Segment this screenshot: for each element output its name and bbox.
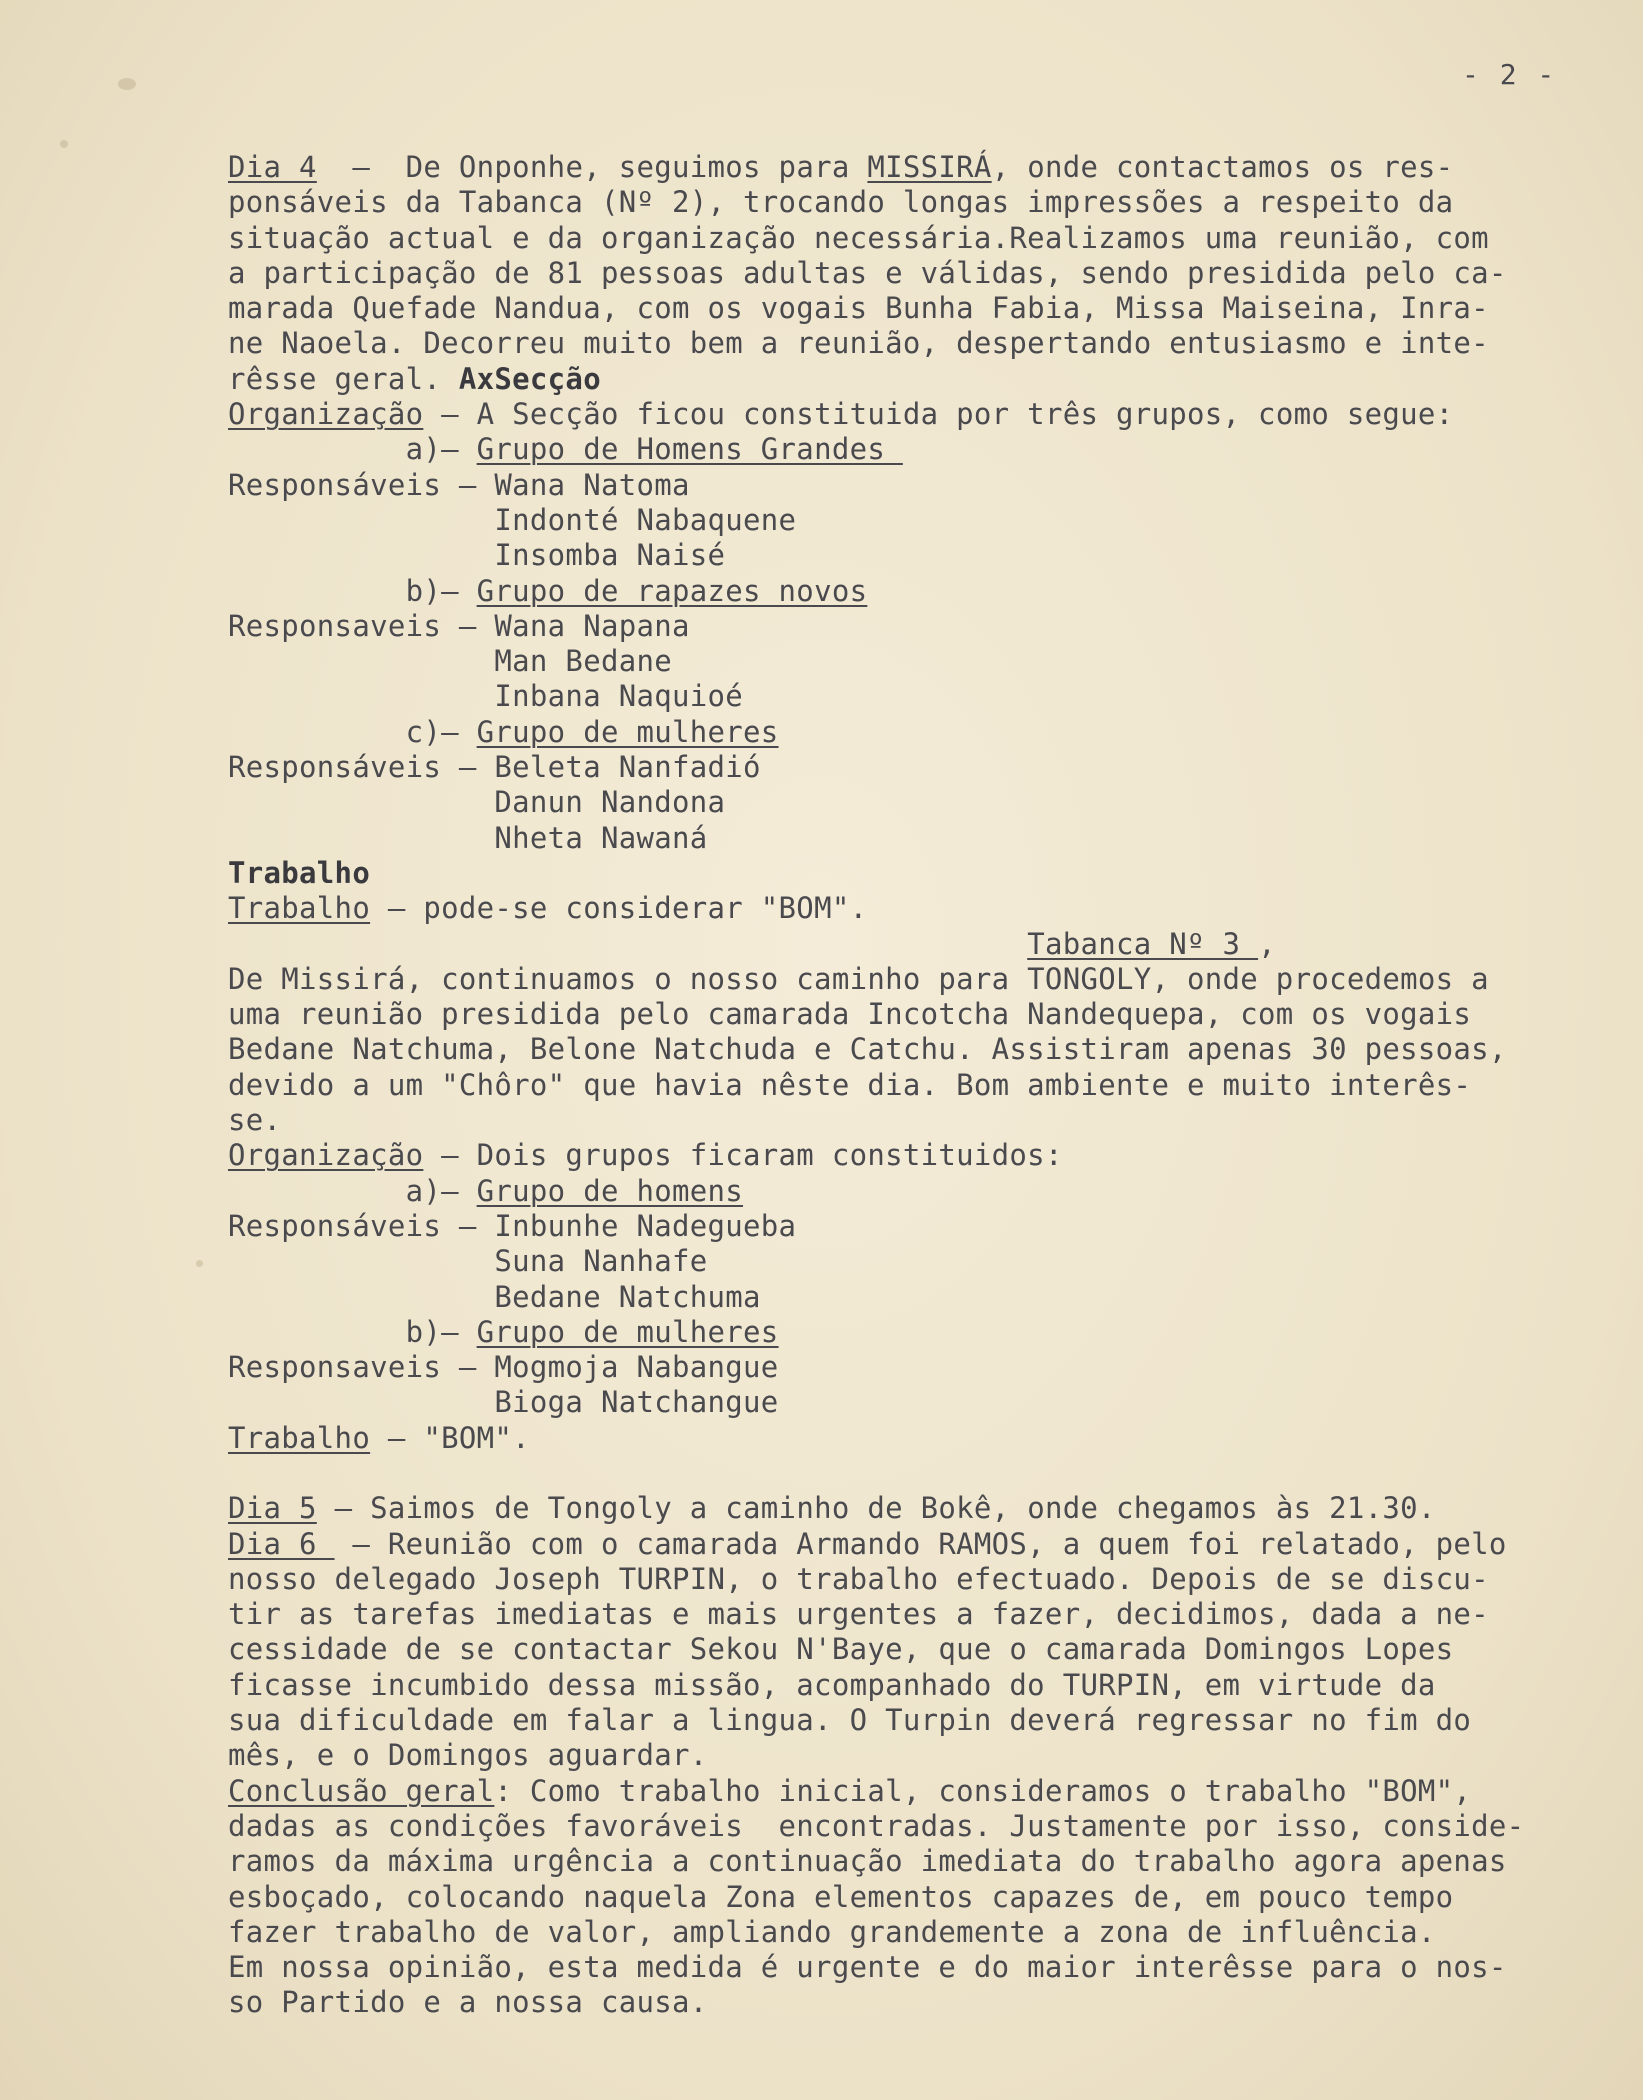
text-segment: situação actual e da organização necessária.Realizamos uma reunião, com	[228, 220, 1489, 255]
text-segment: a)–	[228, 432, 477, 467]
text-segment: devido a um "Chôro" que havia nêste dia. Bom ambiente e muito interês-	[228, 1067, 1472, 1102]
text-line	[228, 962, 1638, 997]
text-line	[228, 1138, 1638, 1173]
text-line	[228, 256, 1638, 291]
text-line	[228, 609, 1638, 644]
text-line	[228, 997, 1638, 1032]
struck-over-text: Trabalho	[228, 855, 371, 890]
text-segment: Insomba Naisé	[228, 538, 726, 573]
text-segment: ,	[1258, 926, 1276, 961]
text-line	[228, 291, 1638, 326]
text-line	[228, 1456, 1638, 1491]
text-segment: cessidade de se contactar Sekou N'Baye, que o camarada Domingos Lopes	[228, 1632, 1454, 1667]
underlined-text: Trabalho	[228, 1420, 371, 1455]
text-segment: nosso delegado Joseph TURPIN, o trabalho efectuado. Depois de se discu-	[228, 1561, 1489, 1596]
text-line	[228, 1597, 1638, 1632]
text-line	[228, 1738, 1638, 1773]
text-segment: ramos da máxima urgência a continuação imediata do trabalho agora apenas	[228, 1844, 1507, 1879]
text-line	[228, 1315, 1638, 1350]
underlined-text: Grupo de mulheres	[476, 1314, 779, 1349]
text-line	[228, 1950, 1638, 1985]
text-line	[228, 1032, 1638, 1067]
text-segment: , onde contactamos os res-	[991, 150, 1454, 184]
underlined-text: Dia 6	[228, 1526, 335, 1561]
text-line	[228, 1209, 1638, 1244]
text-line	[228, 326, 1638, 361]
text-line	[228, 1632, 1638, 1667]
text-line	[228, 821, 1638, 856]
text-segment	[228, 927, 1027, 961]
text-line	[228, 644, 1638, 679]
text-segment: – "BOM".	[370, 1420, 530, 1455]
text-segment: Responsaveis – Wana Napana	[228, 608, 690, 643]
text-segment: a participação de 81 pessoas adultas e válidas, sendo presidida pelo ca-	[228, 255, 1507, 290]
underlined-text: Organização	[228, 1138, 424, 1173]
text-line	[228, 750, 1638, 785]
text-segment: sua dificuldade em falar a lingua. O Turpin deverá regressar no fim do	[228, 1703, 1472, 1738]
underlined-text: Grupo de Homens Grandes	[476, 432, 903, 467]
text-line	[228, 1774, 1638, 1809]
text-line	[228, 1068, 1638, 1103]
text-segment: Danun Nandona	[228, 785, 726, 820]
text-line	[228, 1527, 1638, 1562]
text-segment: Bedane Natchuma, Belone Natchuda e Catchu. Assistiram apenas 30 pessoas,	[228, 1032, 1507, 1067]
text-segment: – Reunião com o camarada Armando RAMOS, a quem foi relatado, pelo	[334, 1526, 1507, 1561]
text-line	[228, 468, 1638, 503]
text-segment: uma reunião presidida pelo camarada Incotcha Nandequepa, com os vogais	[228, 997, 1472, 1032]
text-line	[228, 185, 1638, 220]
text-segment: fazer trabalho de valor, ampliando grandemente a zona de influência.	[228, 1914, 1436, 1949]
text-segment: tir as tarefas imediatas e mais urgentes a fazer, decidimos, dada a ne-	[228, 1597, 1489, 1632]
text-line	[228, 1421, 1638, 1456]
underlined-text: Trabalho	[228, 891, 371, 926]
underlined-text: Dia 5	[228, 1491, 317, 1526]
page-number: - 2 -	[1462, 58, 1557, 91]
text-segment: – De Onponhe, seguimos para	[316, 150, 868, 184]
text-segment: De Missirá, continuamos o nosso caminho para TONGOLY, onde procedemos a	[228, 961, 1489, 996]
text-line	[228, 1844, 1638, 1879]
underlined-text: Tabanca Nº 3	[1027, 926, 1259, 961]
text-line	[228, 1562, 1638, 1597]
text-segment: Em nossa opinião, esta medida é urgente e do maior interêsse para o nos-	[228, 1950, 1507, 1985]
text-segment: rêsse geral.	[228, 361, 459, 396]
text-line	[228, 1174, 1638, 1209]
document-body	[228, 150, 1638, 2021]
text-segment: Responsáveis – Inbunhe Nadegueba	[228, 1208, 797, 1243]
text-segment: ficasse incumbido dessa missão, acompanhado do TURPIN, em virtude da	[228, 1667, 1436, 1702]
paper-stain	[196, 1260, 203, 1267]
text-segment: b)–	[228, 573, 477, 608]
text-segment: Indonté Nabaquene	[228, 502, 797, 537]
struck-over-text: AxSecção	[458, 361, 601, 396]
text-line	[228, 1668, 1638, 1703]
text-line	[228, 538, 1638, 573]
text-segment: Inbana Naquioé	[228, 679, 744, 714]
text-line	[228, 856, 1638, 891]
text-segment: Bedane Natchuma	[228, 1279, 761, 1314]
text-line	[228, 1350, 1638, 1385]
text-line	[228, 785, 1638, 820]
text-segment: – Saimos de Tongoly a caminho de Bokê, onde chegamos às 21.30.	[316, 1491, 1436, 1526]
text-segment: – Dois grupos ficaram constituidos:	[423, 1138, 1063, 1173]
text-line	[228, 1491, 1638, 1526]
text-line	[228, 715, 1638, 750]
text-segment: esboçado, colocando naquela Zona elementos capazes de, em pouco tempo	[228, 1879, 1454, 1914]
text-segment: se.	[228, 1103, 282, 1138]
text-line	[228, 503, 1638, 538]
underlined-text: Grupo de homens	[476, 1173, 744, 1208]
text-line	[228, 1244, 1638, 1279]
text-segment: mês, e o Domingos aguardar.	[228, 1738, 708, 1773]
underlined-text: Conclusão geral	[228, 1773, 495, 1808]
text-line	[228, 1809, 1638, 1844]
text-segment: : Como trabalho inicial, consideramos o trabalho "BOM",	[494, 1773, 1472, 1808]
text-segment: Man Bedane	[228, 644, 672, 679]
underlined-text: Grupo de mulheres	[476, 714, 779, 749]
paper-stain	[60, 140, 68, 148]
text-line	[228, 927, 1638, 962]
underlined-text: Dia 4	[228, 150, 317, 184]
text-segment: ne Naoela. Decorreu muito bem a reunião, despertando entusiasmo e inte-	[228, 326, 1489, 361]
text-segment: – pode-se considerar "BOM".	[370, 891, 868, 926]
text-segment: c)–	[228, 714, 477, 749]
text-line	[228, 432, 1638, 467]
text-segment: Responsáveis – Beleta Nanfadió	[228, 750, 761, 785]
text-line	[228, 1985, 1638, 2020]
text-line	[228, 891, 1638, 926]
text-segment: a)–	[228, 1173, 477, 1208]
text-line	[228, 362, 1638, 397]
text-segment: Nheta Nawaná	[228, 820, 708, 855]
text-segment: Bioga Natchangue	[228, 1385, 779, 1420]
underlined-text: Grupo de rapazes novos	[476, 573, 868, 608]
text-segment: Responsaveis – Mogmoja Nabangue	[228, 1350, 779, 1385]
text-line	[228, 679, 1638, 714]
text-segment: b)–	[228, 1314, 477, 1349]
text-segment: Responsáveis – Wana Natoma	[228, 467, 690, 502]
text-line	[228, 150, 1638, 185]
text-segment: – A Secção ficou constituida por três grupos, como segue:	[423, 397, 1454, 432]
text-line	[228, 574, 1638, 609]
text-line	[228, 1880, 1638, 1915]
text-line	[228, 1103, 1638, 1138]
text-line	[228, 1280, 1638, 1315]
paper-stain	[118, 78, 136, 90]
text-segment: ponsáveis da Tabanca (Nº 2), trocando longas impressões a respeito da	[228, 185, 1454, 220]
underlined-text: Organização	[228, 397, 424, 432]
text-line	[228, 397, 1638, 432]
text-line	[228, 1385, 1638, 1420]
text-line	[228, 1915, 1638, 1950]
text-segment: so Partido e a nossa causa.	[228, 1985, 708, 2020]
underlined-text: MISSIRÁ	[867, 150, 992, 184]
text-line	[228, 221, 1638, 256]
text-line	[228, 1703, 1638, 1738]
text-segment: marada Quefade Nandua, com os vogais Bunha Fabia, Missa Maiseina, Inra-	[228, 291, 1489, 326]
text-segment: Suna Nanhafe	[228, 1244, 708, 1279]
text-segment: dadas as condições favoráveis encontradas. Justamente por isso, conside-	[228, 1808, 1525, 1843]
